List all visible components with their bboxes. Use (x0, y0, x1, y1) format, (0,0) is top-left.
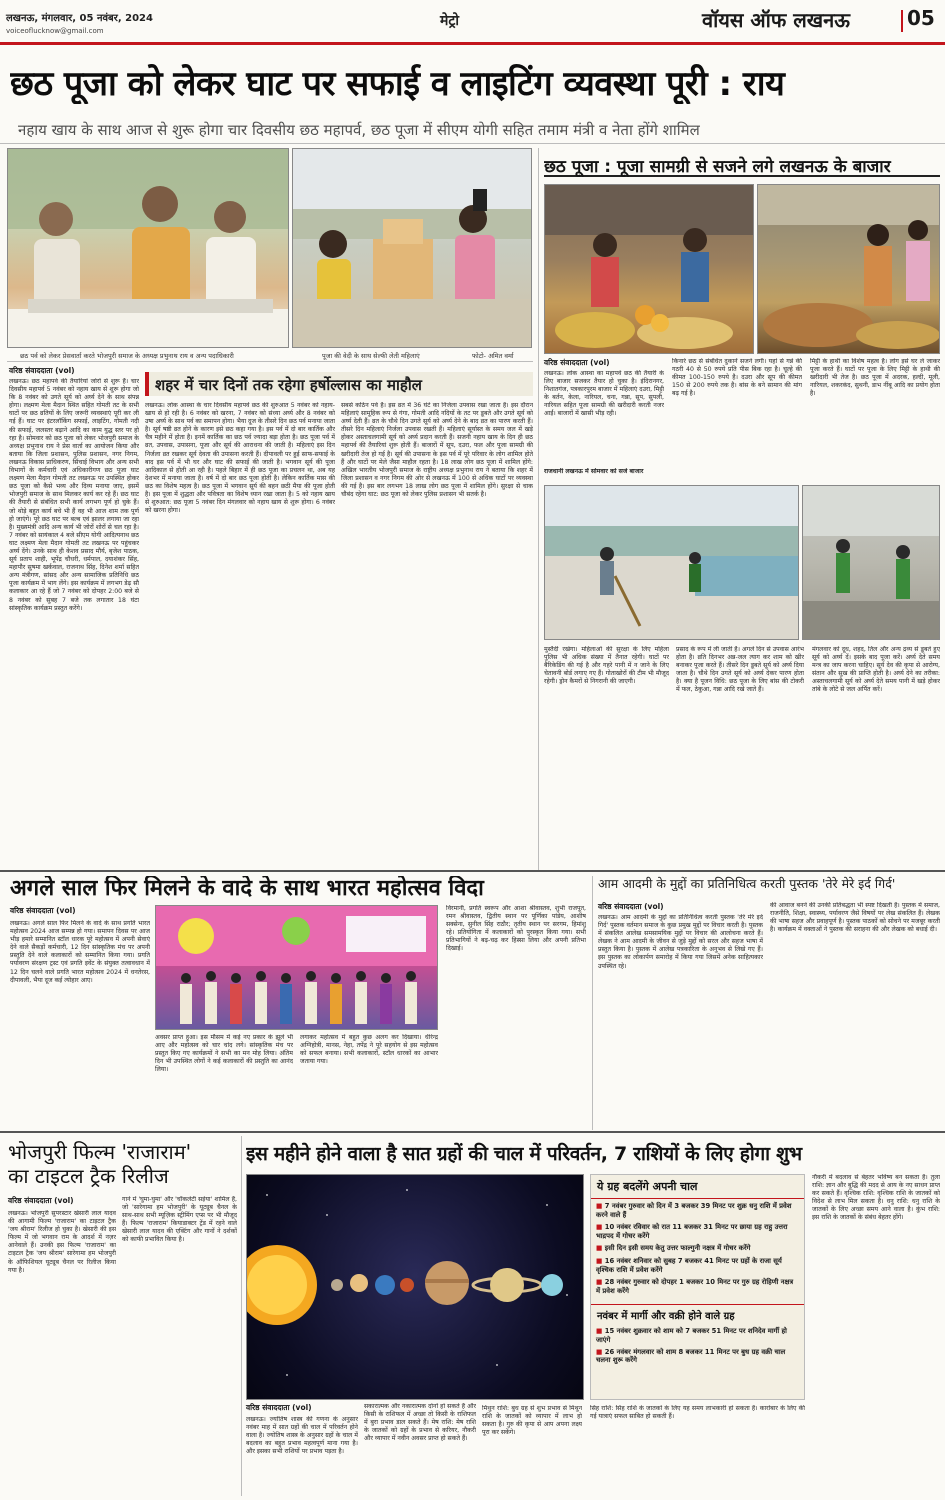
bhojpuri-headline-2: का टाइटल ट्रैक रिलीज (8, 1164, 169, 1188)
grah-column-3: मिथुन राशि: बुध ग्रह से शुभ प्रभाव से मिथुन राशि के जातकों को व्यापार में लाभ हो सकता है। गुरु की कृपा से आप अपना लक्ष्य पूरा कर सकेंगे। (482, 1405, 582, 1437)
bazaar-caption: राजधानी लखनऊ में सोमवार को सजे बाजार (544, 468, 644, 475)
bazaar-column-3: मिट्टी के हाथी का विशेष महत्व है। लोग इसे घर ले जाकर पूजा करते हैं। घाटों पर पूजा के लिए मिट्टी के हाथी की खरीदारी भी तेज है। छठ पूजा में अदरक, हल्दी, मूली, नारियल, शकरकंद, सुथनी, डाभ नींबू आदि का प्रयोग होता है। (810, 358, 940, 398)
press-conference-photo (7, 148, 289, 348)
grah-byline: वरिष्ठ संवाददाता (vol) (246, 1403, 312, 1412)
lead-column-2: लखनऊ। लोक आस्था के चार दिवसीय महापर्व छठ की शुरुआत 5 नवंबर को नहाय-खाय से हो रही है। 6 नवंबर को खरना, 7 नवंबर को संध्या अर्घ्य और 8 नवंबर को उषा अर्घ्य के साथ पर्व का समापन होगा। भैया दूज के तीसरे दिन छठ पर्व मनाया जाता है। सूर्य षष्ठी व्रत होने के कारण इसे छठ कहा गया है। इस पर्व में दो बार कार्तिक और चैत्र महीने में होता है। इनमें कार्तिक का छठ पर्व ज्यादा बड़ा होता है। छठ पूजा पर्व में व्रत, उपवास, उपासना, पूजा और सूर्य की आराधना की जाती है। महिलाएं इस दिन निर्जला व्रत रखकर सूर्य देवता की उपासना करती हैं। दीपावली पर हुई साफ-सफाई के बाद इस पर्व में भी घर और घाट की सफाई की जाती है। भगवान सूर्य की पूजा आदिकाल से होती आ रही है। पहले बिहार में ही छठ पूजा का प्रचलन था, अब यह देशभर में मनाया जाता है। वर्ष में दो बार छठ पूजा होती है। लेकिन कार्तिक मास की छठ का विशेष महत्व है। छठ पूजा में भगवान सूर्य की बहन छठी मैया की पूजा होती है। इस पूजा में शुद्धता और पवित्रता का विशेष ध्यान रखा जाता है। 5 को नहाय खाय से शुरुआत: छठ पूजा 5 नवंबर दिन मंगलवार को नहाय खाय से शुरू होगा। 6 नवंबर को खरना होगा। (145, 402, 335, 515)
book-divider (592, 876, 593, 1130)
market-illustration-2 (758, 185, 940, 354)
grah-column-1: लखनऊ। ज्योतिष शास्त्र की गणना के अनुसार नवंबर माह में सात ग्रहों की चाल में परिवर्तन होने वाला है। ज्योतिष शास्त्र के अनुसार ग्रहों के चाल में बदलाव का बहुत प्रभाव महत्वपूर्ण माना गया है। और इसका सभी राशियों पर प्रभाव पड़ता है। (246, 1416, 358, 1456)
lead-subhead: नहाय खाय के साथ आज से शुरू होगा चार दिवसीय छठ महापर्व, छठ पूजा में सीएम योगी सहित तमाम मंत्री व नेता होंगे शामिल (18, 121, 700, 139)
grah-item: ■ 28 नवंबर गुरुवार को दोपहर 1 बजकर 10 मिनट पर गुरु ग्रह रोहिणी नक्षत्र में प्रवेश करेंगे (596, 1278, 794, 1295)
bullet-icon: ■ (596, 1347, 605, 1356)
grah-box2-title: नवंबर में मार्गी और वक्री होने वाले ग्रह (591, 1304, 804, 1325)
grah-column-2: सकारात्मक और नकारात्मक दोनों हो सकते हैं और किसी के राशिफल में अच्छा तो किसी के राशिफल में बुरा प्रभाव डाल सकते हैं। मेष राशि: मेष राशि के जातकों को ग्रहों के प्रभाव से करियर, नौकरी और व्यापार में नवीन अवसर प्राप्त हो सकते हैं। (364, 1403, 476, 1443)
bazaar-byline: वरिष्ठ संवाददाता (vol) (544, 358, 610, 367)
bhojpuri-byline: वरिष्ठ संवाददाता (vol) (8, 1196, 74, 1205)
grah-divider (241, 1136, 242, 1496)
page-number: 05 (907, 6, 935, 30)
bullet-icon: ■ (596, 1278, 605, 1287)
grah-column-4: सिंह राशि: सिंह राशि के जातकों के लिए यह समय लाभकारी हो सकता है। कारोबार के लिए की गई यात्राएं सफल साबित हो सकती हैं। (590, 1405, 805, 1421)
clean-column-3: मंगलवार को दूध, शहद, तिल और अन्य द्रव्य से डूबते हुए सूर्य को अर्घ्य दें। इसके बाद पूजा करें। अर्घ्य देते समय मन्त्र का जाप करना चाहिए। सूर्य देव की कृपा से आरोग्य, संतान और सुख की प्राप्ति होती है। अर्घ्य देने का तरीका: अस्ताचलगामी सूर्य को अर्घ्य देते समय पानी में खड़े होकर तांबे के लोटे से जल अर्पित करें। (812, 646, 940, 694)
grah-headline: इस महीने होने वाला है सात ग्रहों की चाल में परिवर्तन, 7 राशियों के लिए होगा शुभ (246, 1143, 802, 1165)
selfie-photo-caption: पूजा की वेदी के साथ सेल्फी लेती महिलाएं (322, 352, 420, 360)
bazaar-header (544, 151, 940, 177)
book-headline: आम आदमी के मुद्दों का प्रतिनिधित्व करती पुस्तक 'तेरे मेरे इर्द गिर्द' (598, 876, 896, 891)
selfie-illustration (293, 149, 532, 348)
book-column-2: की आवाज बनने की उनकी प्रतिबद्धता भी स्पष्ट दिखती है। पुस्तक में समाज, राजनीति, शिक्षा, स्वास्थ्य, पर्यावरण जैसे विषयों पर लेख संकलित हैं। लेखक की भाषा सहज और प्रवाहपूर्ण है। पुस्तक पाठकों को सोचने पर मजबूर करती है। कार्यक्रम में वक्ताओं ने पुस्तक की सराहना की और लेखक को बधाई दी। (770, 902, 940, 934)
masthead-email: voiceoflucknow@gmail.com (6, 27, 104, 35)
mahotsav-column-4: विरमानी, प्रगति स्वरूप और आशा श्रीवास्तव, शुभी राजपूत, रमन श्रीवास्तव, द्वितीय स्थान पर पूर्णिका पांडेय, आशीष सक्सेना, सुनील सिंह राठौर; तृतीय स्थान पर सरगम, हिमांशु रहे। प्रतियोगिता में कलाकारों को पुरस्कृत किया गया। सभी प्रतिभागियों ने बढ़-चढ़ कर हिस्सा लिया और अपनी प्रतिभा दिखाई। (446, 905, 586, 953)
page-divider (901, 10, 903, 32)
lead-column-3: सबसे कठिन पर्व है। इस व्रत में 36 घंटे का निर्जला उपवास रखा जाता है। इस दौरान महिलाएं सामूहिक रूप से गंगा, गोमती आदि नदियों के तट पर डूबते और उगते सूर्य को अर्घ्य देती हैं। व्रत के चौथे दिन उगते सूर्य को अर्घ्य देने के बाद व्रत का पारण करती हैं। तीसरे दिन महिलाएं निर्जला उपवास रखती हैं। महिलाएं सूर्यास्त के समय जल में खड़े होकर अस्ताचलगामी सूर्य को अर्घ्य प्रदान करती हैं। सजनी नहाय खाय के दिन ही छठ महापर्व की तैयारियां शुरू होती हैं। बाजारों में सूप, दउरा, फल और पूजा सामग्री की खरीदारी तेज हो गई है। सूर्य की उपासना के इस पर्व में पूरे परिवार के लोग शामिल होते हैं और घाटों पर मेले जैसा माहौल रहता है। 18 लाख लोग छठ पूजा में शामिल होंगे: अखिल भारतीय भोजपुरी समाज के राष्ट्रीय अध्यक्ष प्रभुनाथ राय ने बताया कि शहर में जिला प्रशासन व नगर निगम की ओर से लखनऊ में 100 से अधिक घाटों पर व्यवस्था की गई है। इस बार लगभग 18 लाख लोग छठ पूजा में शामिल होंगे। सुरक्षा से चाक चौबंद रहेगा घाट: छठ पूजा को लेकर पुलिस प्रशासन भी सतर्क है। (341, 402, 533, 499)
bullet-icon: ■ (596, 1202, 605, 1210)
book-byline: वरिष्ठ संवाददाता (vol) (598, 902, 664, 911)
lead-byline: वरिष्ठ संवाददाता (vol) (9, 366, 75, 375)
press-conference-illustration (8, 149, 289, 348)
grah-item: ■ इसी दिन इसी समय केतु उत्तर फाल्गुनी नक्षत्र में गोचर करेंगे (596, 1244, 751, 1253)
grah-item: ■ 10 नवंबर रविवार को रात 11 बजकर 31 मिनट पर छाया ग्रह राहु उत्तरा भाद्रपद में गोचर करेंगे (596, 1223, 788, 1240)
ghat-cleaning-photo-1 (544, 485, 799, 640)
masthead (0, 0, 945, 42)
ghat-illustration-2 (803, 486, 940, 640)
lead-box-title-text: शहर में चार दिनों तक रहेगा हर्षोल्लास का माहौल (155, 376, 422, 394)
paper-name: वॉयस ऑफ लखनऊ (702, 8, 850, 32)
middle-rule (0, 870, 945, 872)
grah-box-title: ये ग्रह बदलेंगे अपनी चाल (591, 1175, 804, 1199)
bhojpuri-headline-1: भोजपुरी फिल्म 'राजाराम' (8, 1140, 192, 1164)
bazaar-column-2: किनारे छठ से संबंधित दुकानें सजने लगी। यहां से गन्ने की गठरी 40 से 50 रुपये प्रति पीस बिक रहा है। चूल्हे की कीमत 100-150 रुपये है। दउरा और सूप की कीमत 150 से 200 रुपये तक है। बांस के बने सामान की मांग बढ़ गई है। (672, 358, 802, 398)
grah-item2-list (591, 1325, 804, 1366)
masthead-rule (0, 42, 945, 45)
bhojpuri-column-1: लखनऊ। भोजपुरी सुपरस्टार खेसारी लाल यादव की आगामी फिल्म 'राजाराम' का टाइटल ट्रैक 'जय श्रीराम' रिलीज हो चुका है। खेसारी की इस फिल्म में जो भगवान राम के आदर्श में नज़र आनेवाले हैं। उनकी इस फिल्म 'राजाराम' का टाइटल ट्रैक 'जय श्रीराम' सारेगामा हम भोजपुरी के ऑफिशियल यूट्यूब चैनल पर रिलीज किया गया है। (8, 1210, 116, 1274)
lead-box-title (145, 372, 533, 396)
mahotsav-headline: अगले साल फिर मिलने के वादे के साथ भारत महोत्सव विदा (10, 876, 484, 901)
market-photo-1 (544, 184, 754, 354)
mahotsav-byline: वरिष्ठ संवाददाता (vol) (10, 906, 76, 915)
planets-photo (246, 1174, 584, 1400)
bullet-icon: ■ (596, 1256, 605, 1265)
lead-column-1: लखनऊ। छठ महापर्व की तैयारियां जोरों से शुरू हैं। चार दिवसीय महापर्व 5 नवंबर को नहाय खाय से शुरू होगा जो कि 8 नवंबर को उगते सूर्य को अर्घ्य देने के साथ संपन्न होगा। लक्ष्मण मेला मैदान स्थित सहित गोमती तट के सभी घाटों पर छठ व्रतियों के लिए जरूरी व्यवस्थाएं पूरी कर ली गई हैं। घाट पर इंटरलॉकिंग सफाई, लाइटिंग, गोमती नदी की सफाई, जलस्तर बढ़ाने आदि का काम युद्ध स्तर पर हो रहा है। सोमवार को छठ पूजा को लेकर भोजपुरी समाज के अध्यक्ष प्रभुनाथ राय ने प्रेस वार्ता का आयोजन किया और बताया कि जिला प्रशासन, पुलिस प्रशासन, नगर निगम, लखनऊ विकास प्राधिकरण, सिंचाई विभाग और अन्य सभी विभागों के कर्मचारी एवं अधिकारीगण छठ पूजा घाट लक्ष्मण मेला मैदान गोमती तट लखनऊ पर उपस्थित होकर छठ पूजा को कैसे भव्य और दिव्य मनाया जाए, इसमें भोजपुरी समाज के साथ मिलकर कार्य कर रहे हैं। छठ घाट की तैयारी से संबंधित सभी कार्य लगभग पूर्ण हो चुके हैं। जो थोड़े बहुत कार्य बचे भी हैं वह भी आज शाम तक पूर्ण हो जाएंगे। पूरे छठ घाट पर बल्ब एवं झालर लगाया जा रहा है। मुख्यमंत्री आदि अन्य कार्य भी जोरों शोरों से चल रहा है। 7 नवंबर को सायंकाल 4 बजे सीएम योगी आदित्यनाथ छठ घाट लक्ष्मण मेला मैदान गोमती तट लखनऊ पर पहुंचकर अर्घ्य देंगे। उनके साथ ही केशव प्रसाद मौर्य, बृजेश पाठक, सूर्य प्रताप शाही, भूपेंद्र चौधरी, धर्मपाल, दयाशंकर सिंह, महापौर सुषमा खर्कवाल, राजनाथ सिंह, दिनेश शर्मा सहित अन्य मंत्रीगण, सांसद और अन्य सामाजिक प्रतिनिधि छठ पूजा कार्यक्रम में भाग लेंगे। इस कार्यक्रम में लगभग डेढ़ सौ कलाकार आ रहे हैं जो 7 नवंबर को दोपहर 2:00 बजे से 8 नवंबर को सुबह 7 बजे तक लगातार 18 घंटा सांस्कृतिक कार्यक्रम प्रस्तुत करेंगे। (9, 378, 139, 612)
clean-column-2: प्रसाद के रूप में ली जाती है। अगले दिन से उपवास आरंभ होता है। व्रति दिनभर अन्न-जल त्याग कर शाम को खीर बनाकर पूजा करते हैं। तीसरे दिन डूबते सूर्य को अर्घ्य दिया जाता है। चौथे दिन उगते सूर्य को अर्घ्य देकर पारण होता है। क्या है पूजन विधि: छठ पूजा के लिए बांस की टोकरी में फल, ठेकुआ, गन्ना आदि रखे जाते हैं। (676, 646, 804, 694)
grah-item2: ■ 15 नवंबर शुक्रवार को शाम को 7 बजकर 51 मिनट पर शनिदेव मार्गी हो जाएंगे (596, 1327, 787, 1344)
ghat-cleaning-photo-2 (802, 485, 940, 640)
grah-box (590, 1174, 805, 1400)
lead-photo-rule (7, 361, 533, 362)
lower-rule (0, 1131, 945, 1133)
grah-item-list (591, 1199, 804, 1304)
mahotsav-stage-photo (155, 905, 438, 1030)
bhojpuri-column-2: गाने में 'घुमा-घुमा' और 'चॉकलेटी सईया' शामिल हैं, जो 'सारेगामा हम भोजपुरी' के यूट्यूब चैनल के साथ-साथ सभी म्यूज़िक स्ट्रीमिंग एप्स पर भी मौजूद हैं। फिल्म 'राजाराम' कियाडाक्टर ट्रेंड में रहने वाले खेसारी लाल यादव की एक्टिंग और गानों ने दर्शकों को काफी प्रभावित किया है। (122, 1196, 237, 1244)
planets-illustration (247, 1175, 584, 1400)
grah-column-5: नौकरी में बदलाव से बेहतर भविष्य बन सकता है। तुला राशि: ज्ञान और बुद्धि की मदद से आय के नए साधन प्राप्त कर सकते हैं। वृश्चिक राशि: वृश्चिक राशि के जातकों को विदेश से लाभ मिल सकता है। धनु राशि: धनु राशि के जातकों के लिए अच्छा समय आने वाला है। कुंभ राशि: इस राशि के जातकों के संबंध बेहतर होंगे। (812, 1174, 940, 1222)
photo-credit: फोटो- अमित वर्मा (472, 352, 514, 360)
market-illustration-1 (545, 185, 754, 354)
bullet-icon: ■ (596, 1223, 605, 1232)
press-photo-caption: छठ पर्व को लेकर प्रेसवार्ता करते भोजपुरी समाज के अध्यक्ष प्रभुनाथ राय व अन्य पदाधिकारी (20, 352, 234, 360)
grah-item2: ■ 26 नवंबर मंगलवार को शाम 8 बजकर 11 मिनट पर बुध ग्रह वक्री चाल चलना शुरू करेंगे (596, 1347, 786, 1365)
ghat-illustration-1 (545, 486, 799, 640)
masthead-date: लखनऊ, मंगलवार, 05 नवंबर, 2024 (6, 13, 153, 24)
lead-headline: छठ पूजा को लेकर घाट पर सफाई व लाइटिंग व्यवस्था पूरी : राय (10, 64, 785, 104)
mahotsav-column-1: लखनऊ। अगले साल फिर मिलने के वादे के साथ प्रगति भारत महोत्सव 2024 आज सम्पन्न हो गया। समापन दिवस पर आज भीड़ हमारे सम्मानित स्टॉल धारक पूरे महोत्सव में अपनी सेवाएं देने वाले सैकड़ों कर्मचारी, 12 दिन सांस्कृतिक मंच पर अपनी प्रस्तुति देने वाले कलाकारों को सम्मानित किया गया। प्रगति पर्यावरण संरक्षण ट्रस्ट एवं प्रगति इवेंट के संयुक्त तत्वावधान में 12 दिन चलने वाले प्रगति भारत महोत्सव 2024 में धनतेरस, दीपावली, भैया दूज कई त्योहार आए। (10, 920, 150, 984)
market-photo-2 (757, 184, 940, 354)
right-column-divider (538, 148, 539, 870)
mahotsav-column-2: अवसर प्राप्त हुआ। इस मौसम में कई नए प्रकार के झूले भी आए और महोत्सव को चार चांद लगे। सांस्कृतिक मंच पर प्रस्तुत किए गए कार्यक्रमों ने सभी का मन मोह लिया। अंतिम दिन भी उपस्थित लोगों ने कई कलाकारों की प्रस्तुति का आनंद लिया। (155, 1034, 293, 1074)
selfie-photo (292, 148, 532, 348)
bazaar-headline: छठ पूजा : पूजा सामग्री से सजने लगे लखनऊ के बाजार (544, 157, 891, 177)
mahotsav-illustration (156, 906, 438, 1030)
grah-item: ■ 7 नवंबर गुरुवार को दिन में 3 बजकर 39 मिनट पर शुक्र धनु राशि में प्रवेश करने वाले हैं (596, 1202, 792, 1219)
grah-item: ■ 16 नवंबर शनिवार को सुबह 7 बजकर 41 मिनट पर ग्रहों के राजा सूर्य वृश्चिक राशि में प्रवेश करेंगे (596, 1256, 782, 1274)
bazaar-column-1: लखनऊ। लोक आस्था का महापर्व छठ की तैयारी के लिए बाजार सजकर तैयार हो चुका है। इंदिरानगर, निशातगंज, पत्रकारपुरम बाजार में महिलाएं दउरा, मिट्टी के बर्तन, केला, नारियल, चना, गन्ना, सूप, सुपली, नारियल सहित पूजा सामग्री की खरीदारी करती नजर आईं। बाजारों में खासी भीड़ रही। (544, 370, 664, 418)
bullet-icon: ■ (596, 1327, 605, 1336)
book-column-1: लखनऊ। आम आदमी के मुद्दों का प्रतिनिधित्व करती पुस्तक 'तेरे मेरे इर्द गिर्द' पुस्तक वर्तमान समाज के कुछ प्रमुख मुद्दों पर विचार करती है। पुस्तक में संकलित आलेख समसामयिक मुद्दों पर विचार की आलोचना करते हैं। लेखक ने आम आदमी के जीवन से जुड़े मुद्दों को सरल और सहज भाषा में प्रस्तुत किया है। पुस्तक में आलेख पत्रकारिता के अनुभव से लिखे गए हैं। इस पुस्तक का लोकार्पण समारोह में किया गया जिसमें अनेक साहित्यकार उपस्थित रहे। (598, 914, 763, 970)
lead-rule (0, 143, 945, 144)
mahotsav-column-3: लगाकर महोत्सव में बहुत कुछ अलग कर दिखाया। धीरेन्द्र अग्निहोत्री, मानस, नेहा, तपेंद्र ने पूरे सहयोग से इस महोत्सव को सफल बनाया। सभी कलाकारों, स्टॉल धारकों का आभार जताया गया। (300, 1034, 438, 1066)
bullet-icon: ■ (596, 1244, 605, 1253)
clean-column-1: मुस्तैदी रखेगा। महिलाओं की सुरक्षा के लिए महिला पुलिस भी अधिक संख्या में तैनात रहेगी। घाटों पर बैरिकेडिंग की गई है और गहरे पानी में न जाने के लिए चेतावनी बोर्ड लगाए गए हैं। गोताखोरों की टीम भी मौजूद रहेगी। ड्रोन कैमरों से निगरानी की जाएगी। (544, 646, 669, 686)
section-label: मेट्रो (440, 13, 460, 29)
